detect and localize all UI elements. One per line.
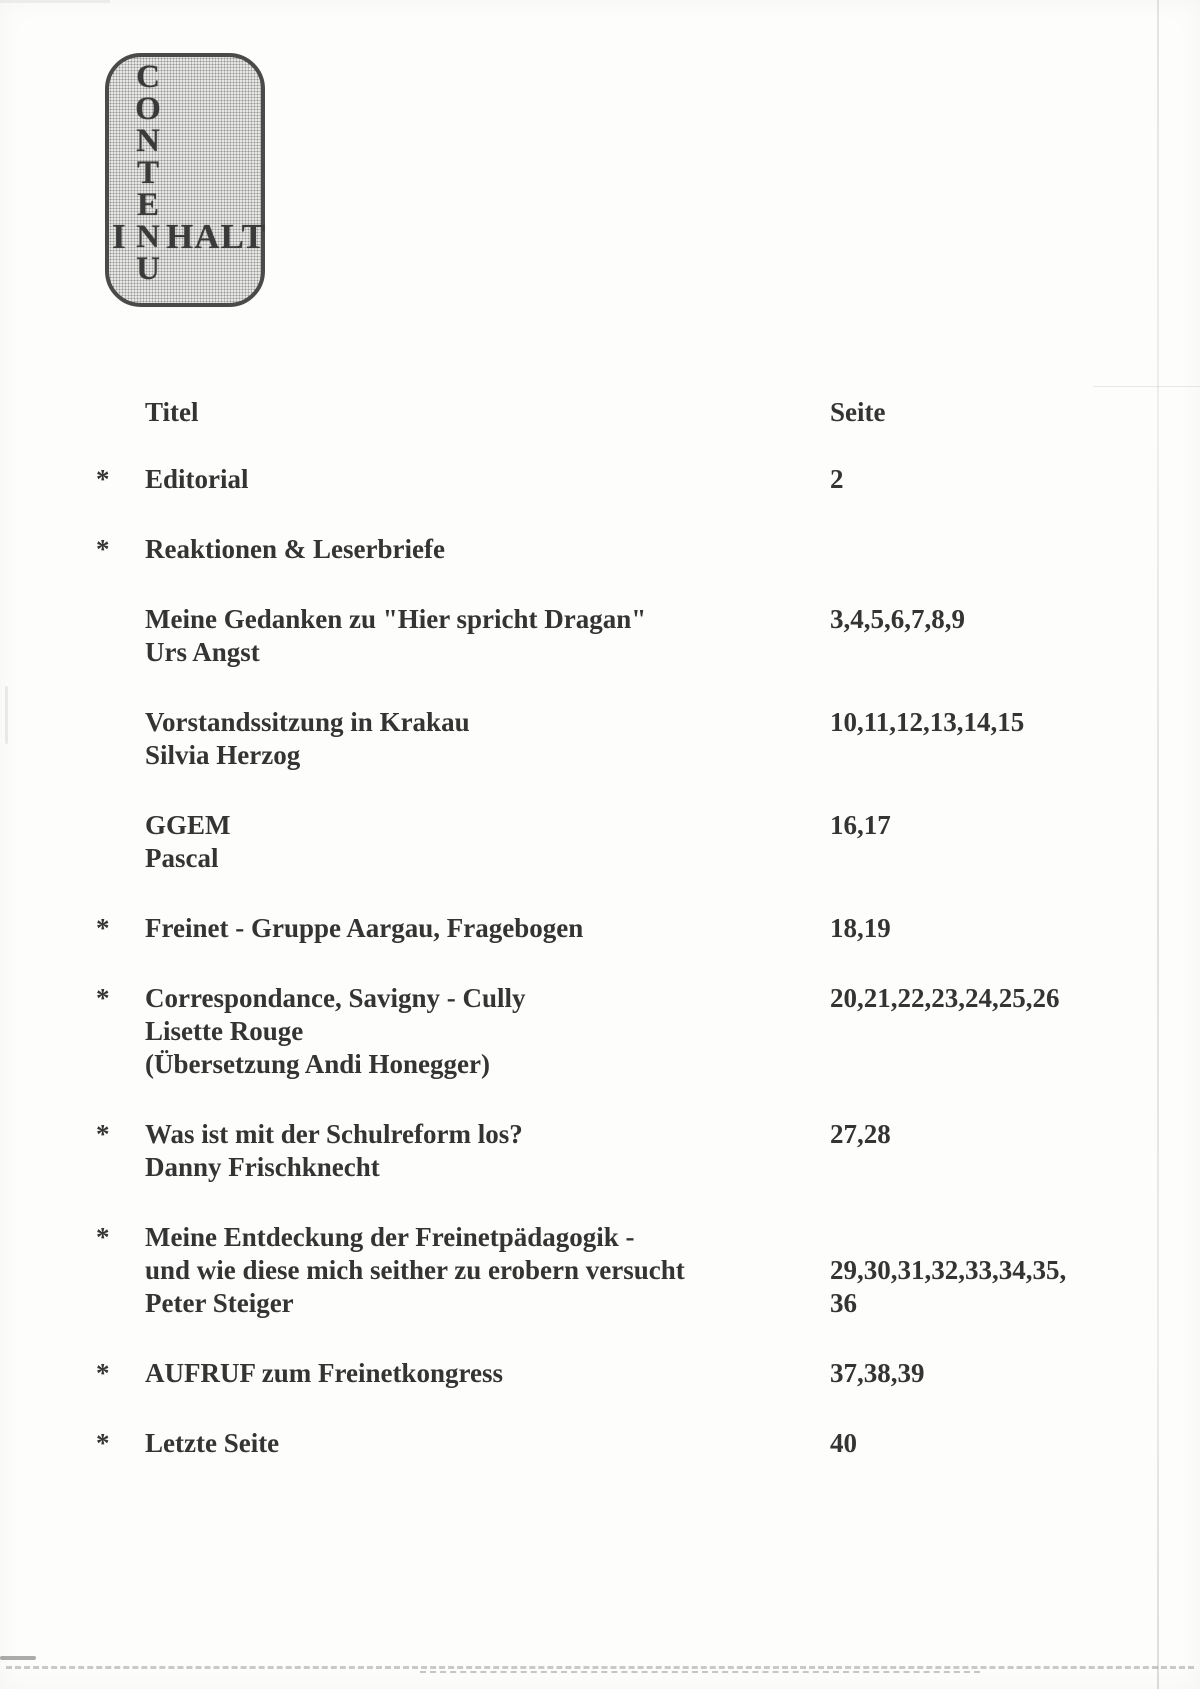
logo-inhalt-suffix: HALT: [166, 217, 266, 256]
page-numbers-line: 27,28: [830, 1119, 891, 1149]
title-line: AUFRUF zum Freinetkongress: [145, 1358, 503, 1388]
entry-title-lines: [145, 533, 830, 566]
scan-bottom-edge-line: [6, 1666, 1194, 1669]
entry-asterisk: *: [96, 913, 110, 943]
title-line: Danny Frischknecht: [145, 1152, 380, 1182]
page-numbers-line: [830, 1221, 1200, 1254]
page-numbers-line: 10,11,12,13,14,15: [830, 707, 1025, 737]
entry-asterisk: [96, 706, 145, 772]
entry-page-numbers: [830, 1221, 1200, 1320]
title-line: und wie diese mich seither zu erobern versucht: [145, 1255, 685, 1285]
entry-title-lines: [145, 809, 830, 875]
entry-asterisk: *: [96, 1119, 110, 1149]
entry-title-lines: [145, 982, 830, 1081]
toc-header-spacer: [96, 396, 145, 429]
toc-header-pages: Seite: [830, 397, 886, 427]
logo-letter: T: [136, 155, 159, 191]
entry-asterisk: *: [96, 1428, 110, 1458]
entry-page-numbers: [830, 809, 1200, 875]
entry-page-numbers: [830, 1357, 1200, 1390]
entry-title-lines: [145, 706, 830, 772]
entry-asterisk: *: [96, 983, 110, 1013]
title-line: Peter Steiger: [145, 1288, 294, 1318]
entry-page-numbers: [830, 463, 1200, 496]
page-numbers-line: 29,30,31,32,33,34,35,: [830, 1255, 1067, 1285]
page-numbers-line: 37,38,39: [830, 1358, 925, 1388]
page-numbers-line: 3,4,5,6,7,8,9: [830, 604, 965, 634]
entry-title-lines: [145, 1221, 830, 1320]
toc-header-title: Titel: [145, 397, 199, 427]
entry-asterisk: *: [96, 1222, 110, 1252]
scan-crease-line-horizontal: [1093, 386, 1200, 387]
entry-title-lines: [145, 1357, 830, 1390]
logo-letter: O: [135, 91, 161, 127]
title-line: Was ist mit der Schulreform los?: [145, 1119, 523, 1149]
title-line: Correspondance, Savigny - Cully: [145, 983, 526, 1013]
entry-page-numbers: [830, 1427, 1200, 1460]
title-line: Vorstandssitzung in Krakau: [145, 707, 470, 737]
table-of-contents: [0, 396, 1200, 1497]
toc-entries: [0, 463, 1200, 1460]
logo-letter: C: [136, 59, 160, 95]
logo-letter: N: [136, 219, 160, 255]
logo-inhalt-prefix: I: [112, 217, 126, 256]
title-line: Urs Angst: [145, 637, 260, 667]
entry-asterisk: *: [96, 464, 110, 494]
title-line: Letzte Seite: [145, 1428, 280, 1458]
toc-entry: [0, 706, 1200, 772]
title-line: Pascal: [145, 843, 219, 873]
scan-bottom-left-mark: [0, 1656, 36, 1660]
scan-bottom-edge-line-2: [420, 1671, 980, 1673]
title-line: (Übersetzung Andi Honegger): [145, 1049, 490, 1079]
page-numbers-line: 18,19: [830, 913, 891, 943]
entry-title-lines: [145, 463, 830, 496]
logo-letter: N: [136, 123, 160, 159]
toc-entry: [0, 1118, 1200, 1184]
title-line: Meine Gedanken zu "Hier spricht Dragan": [145, 604, 647, 634]
entry-title-lines: [145, 1118, 830, 1184]
entry-page-numbers: [830, 603, 1200, 669]
entry-title-lines: [145, 912, 830, 945]
title-line: Reaktionen & Leserbriefe: [145, 534, 445, 564]
page-numbers-line: 36: [830, 1288, 857, 1318]
title-line: Meine Entdeckung der Freinetpädagogik -: [145, 1222, 635, 1252]
logo-word-contenu: [131, 61, 165, 285]
toc-entry: [0, 1221, 1200, 1320]
page-numbers-line: 40: [830, 1428, 857, 1458]
contenu-inhalt-stamp: [105, 53, 265, 307]
toc-entry: [0, 533, 1200, 566]
toc-entry: [0, 463, 1200, 496]
scan-top-smudge: [0, 0, 110, 3]
title-line: Lisette Rouge: [145, 1016, 304, 1046]
toc-entry: [0, 1357, 1200, 1390]
logo-letter: E: [136, 187, 159, 223]
toc-entry: [0, 603, 1200, 669]
entry-title-lines: [145, 603, 830, 669]
entry-page-numbers: [830, 1118, 1200, 1184]
page-numbers-line: 16,17: [830, 810, 891, 840]
entry-page-numbers: [830, 706, 1200, 772]
entry-page-numbers: [830, 982, 1200, 1081]
toc-entry: [0, 982, 1200, 1081]
toc-entry: [0, 809, 1200, 875]
toc-entry: [0, 912, 1200, 945]
title-line: Silvia Herzog: [145, 740, 301, 770]
entry-page-numbers: [830, 912, 1200, 945]
toc-header: [0, 396, 1200, 429]
logo-letter: U: [136, 251, 160, 287]
title-line: Editorial: [145, 464, 249, 494]
title-line: Freinet - Gruppe Aargau, Fragebogen: [145, 913, 584, 943]
toc-entry: [0, 1427, 1200, 1460]
page-numbers-line: 20,21,22,23,24,25,26: [830, 983, 1060, 1013]
entry-asterisk: *: [96, 534, 110, 564]
entry-asterisk: [96, 603, 145, 669]
title-line: GGEM: [145, 810, 231, 840]
page-numbers-line: 2: [830, 464, 844, 494]
entry-title-lines: [145, 1427, 830, 1460]
entry-asterisk: [96, 809, 145, 875]
entry-asterisk: *: [96, 1358, 110, 1388]
entry-page-numbers: [830, 533, 1200, 566]
